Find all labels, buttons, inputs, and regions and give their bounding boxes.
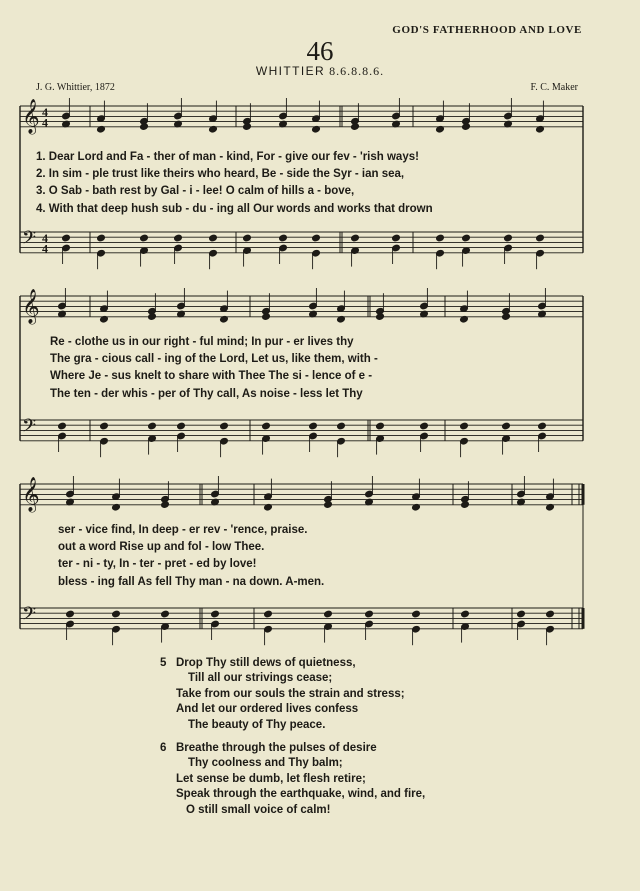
stanza-6 <box>160 741 425 818</box>
running-head: GOD'S FATHERHOOD AND LOVE <box>392 24 582 36</box>
stanza-line: Till all our strivings cease; <box>188 672 333 685</box>
notehead <box>279 234 288 242</box>
notehead <box>66 610 75 618</box>
notehead <box>462 234 471 242</box>
time-signature-top: 4 <box>42 105 48 119</box>
notehead <box>262 422 271 430</box>
notehead <box>536 234 545 242</box>
stanza-line: 6 Breathe through the pulses of desire <box>160 741 425 756</box>
lyric-line: The ten - der whis - per of Thy call, As noise - less let Thy <box>50 387 363 400</box>
notehead <box>324 610 333 618</box>
lyric-line: The gra - cious call - ing of the Lord, Let us, like them, with - <box>50 353 378 366</box>
notehead <box>209 234 218 242</box>
notehead <box>412 610 421 618</box>
stanza-line: O still small voice of calm! <box>186 803 331 816</box>
notehead <box>62 234 71 242</box>
stanza-line: And let our ordered lives confess <box>176 703 359 716</box>
notehead <box>351 234 360 242</box>
notehead <box>420 422 429 430</box>
notehead <box>58 422 67 430</box>
lyric-line: ser - vice find, In deep - er rev - 'rence, praise. <box>58 524 308 536</box>
lyric-line: 4. With that deep hush sub - du - ing all Our words and works that drown <box>36 202 433 215</box>
lyric-line: out a word Rise up and fol - low Thee. <box>58 541 265 554</box>
tune-name: WHITTIER <box>255 64 326 78</box>
stanza-line: Speak through the earthquake, wind, and fire, <box>176 788 426 801</box>
lyric-line: 1. Dear Lord and Fa - ther of man - kind, For - give our fev - 'rish ways! <box>36 151 419 163</box>
lyric-line: 3. O Sab - bath rest by Gal - i - lee! O calm of hills a - bove, <box>36 185 355 198</box>
notehead <box>148 422 157 430</box>
composer-credit: F. C. Maker <box>530 82 578 93</box>
notehead <box>174 234 183 242</box>
stanza-number: 5 <box>160 657 167 669</box>
notehead <box>504 234 513 242</box>
stanza-line: Let sense be dumb, let flesh retire; <box>176 772 366 785</box>
notehead <box>100 422 109 430</box>
notehead <box>97 234 106 242</box>
meter: 8.6.8.8.6. <box>329 64 385 78</box>
notehead <box>177 422 186 430</box>
notehead <box>461 610 470 618</box>
notehead <box>546 610 555 618</box>
notehead <box>517 610 526 618</box>
notehead <box>436 234 445 242</box>
stanza-line: 5 Drop Thy still dews of quietness, <box>160 656 425 671</box>
notehead <box>220 422 229 430</box>
notehead <box>312 234 321 242</box>
author-credit: J. G. Whittier, 1872 <box>36 82 115 93</box>
stanza-number: 6 <box>160 742 167 755</box>
stanza-line: The beauty of Thy peace. <box>188 718 326 731</box>
bass-clef: 𝄢 <box>22 228 37 253</box>
lyric-line: Re - clothe us in our right - ful mind; In pur - er lives thy <box>50 336 354 348</box>
notehead <box>502 422 511 430</box>
time-signature-bottom: 4 <box>42 241 48 256</box>
bass-clef: 𝄢 <box>22 604 37 629</box>
treble-clef: 𝄞 <box>22 99 40 134</box>
bass-clef: 𝄢 <box>22 416 37 441</box>
hymn-number: 46 <box>306 36 334 66</box>
treble-clef: 𝄞 <box>22 289 40 324</box>
time-signature-bottom: 4 <box>42 115 48 130</box>
lyric-line: bless - ing fall As fell Thy man - na down. A-men. <box>58 575 325 588</box>
lyrics-system-1 <box>36 149 433 218</box>
notehead <box>112 610 121 618</box>
notehead <box>309 422 318 430</box>
notehead <box>264 610 273 618</box>
treble-clef: 𝄞 <box>22 477 40 512</box>
time-signature-top: 4 <box>42 231 48 245</box>
notehead <box>460 422 469 430</box>
notehead <box>392 234 401 242</box>
stanza-line: Thy coolness and Thy balm; <box>188 757 343 770</box>
lyric-line: Where Je - sus knelt to share with Thee The si - lence of e - <box>50 370 373 383</box>
lyrics-system-3 <box>58 522 324 591</box>
notehead <box>140 234 149 242</box>
notehead <box>337 422 346 430</box>
notehead <box>538 422 547 430</box>
notehead <box>243 234 252 242</box>
notehead <box>211 610 220 618</box>
lyrics-system-2 <box>50 334 378 403</box>
notehead <box>365 610 374 618</box>
stanza-line: Take from our souls the strain and stress; <box>176 687 405 700</box>
extra-stanzas <box>160 656 425 826</box>
stanza-5 <box>160 656 425 733</box>
notehead <box>161 610 170 618</box>
notehead <box>376 422 385 430</box>
lyric-line: ter - ni - ty, In - ter - pret - ed by love! <box>58 558 257 571</box>
lyric-line: 2. In sim - ple trust like theirs who heard, Be - side the Syr - ian sea, <box>36 168 405 181</box>
